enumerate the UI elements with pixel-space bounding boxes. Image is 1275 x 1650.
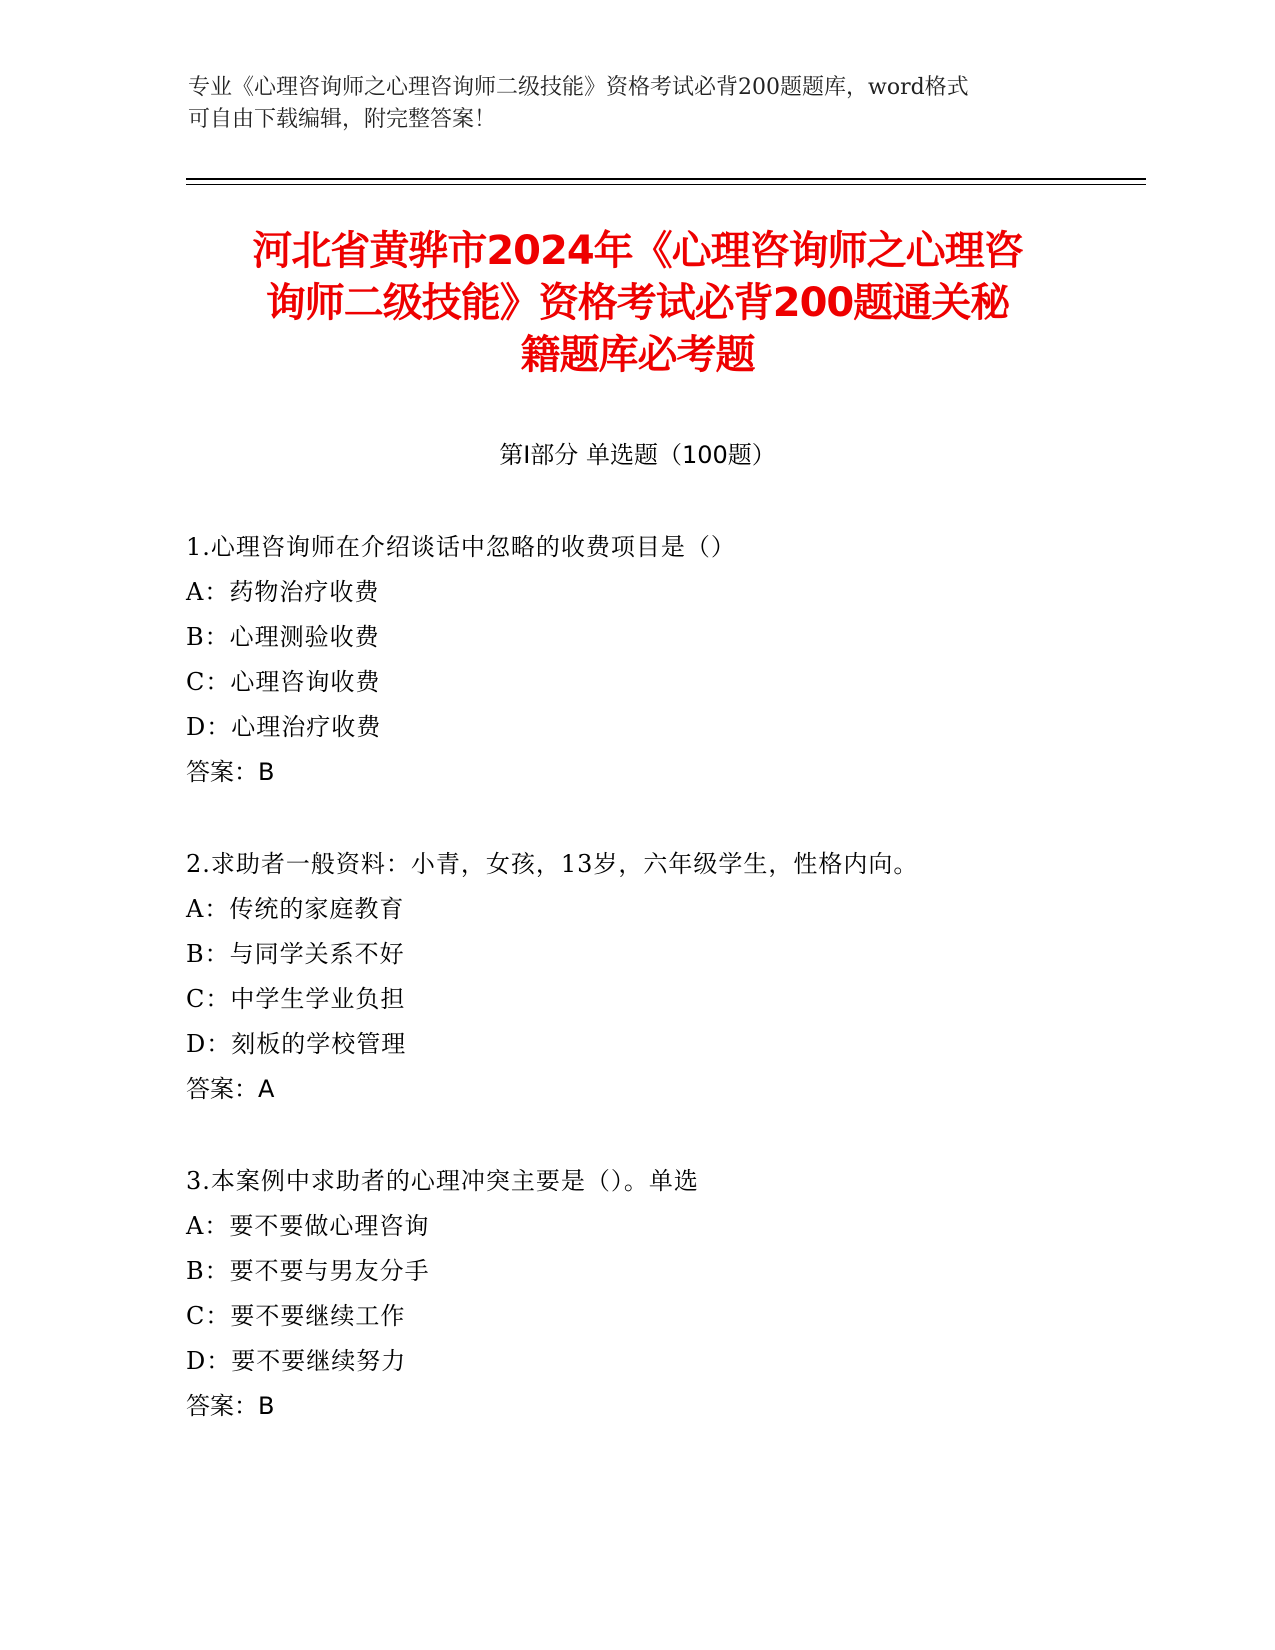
document-title — [140, 225, 1135, 381]
option-c: C：心理咨询收费 — [186, 668, 381, 696]
option-a: A：药物治疗收费 — [186, 578, 380, 606]
question-2 — [186, 842, 1146, 1112]
header-note-line-2: 可自由下载编辑，附完整答案！ — [188, 107, 497, 132]
question-1 — [186, 525, 1146, 795]
section-title: 第Ⅰ部分 单选题（100题） — [499, 441, 776, 469]
option-c: C：要不要继续工作 — [186, 1302, 406, 1330]
option-b: B：心理测验收费 — [186, 623, 380, 651]
question-stem: 2.求助者一般资料：小青，女孩，13岁，六年级学生，性格内向。 — [186, 850, 919, 878]
question-3 — [186, 1159, 1146, 1429]
option-b: B：与同学关系不好 — [186, 940, 405, 968]
answer: 答案：B — [186, 758, 275, 786]
question-stem: 1.心理咨询师在介绍谈话中忽略的收费项目是（） — [186, 533, 736, 561]
option-d: D：刻板的学校管理 — [186, 1030, 407, 1058]
question-list — [186, 525, 1146, 1476]
title-line-1: 河北省黄骅市2024年《心理咨询师之心理咨 — [252, 228, 1023, 274]
header-note — [188, 72, 1068, 136]
option-b: B：要不要与男友分手 — [186, 1257, 430, 1285]
header-note-line-1: 专业《心理咨询师之心理咨询师二级技能》资格考试必背200题题库，word格式 — [188, 75, 969, 100]
option-d: D：要不要继续努力 — [186, 1347, 407, 1375]
title-line-2: 询师二级技能》资格考试必背200题通关秘 — [265, 280, 1010, 326]
option-c: C：中学生学业负担 — [186, 985, 406, 1013]
option-d: D：心理治疗收费 — [186, 713, 382, 741]
option-a: A：传统的家庭教育 — [186, 895, 405, 923]
title-line-3: 籍题库必考题 — [520, 332, 755, 378]
header-divider-thin — [186, 184, 1146, 185]
header-divider-thick — [186, 178, 1146, 180]
answer: 答案：B — [186, 1392, 275, 1420]
answer: 答案：A — [186, 1075, 275, 1103]
option-a: A：要不要做心理咨询 — [186, 1212, 430, 1240]
question-stem: 3.本案例中求助者的心理冲突主要是（）。单选 — [186, 1167, 699, 1195]
